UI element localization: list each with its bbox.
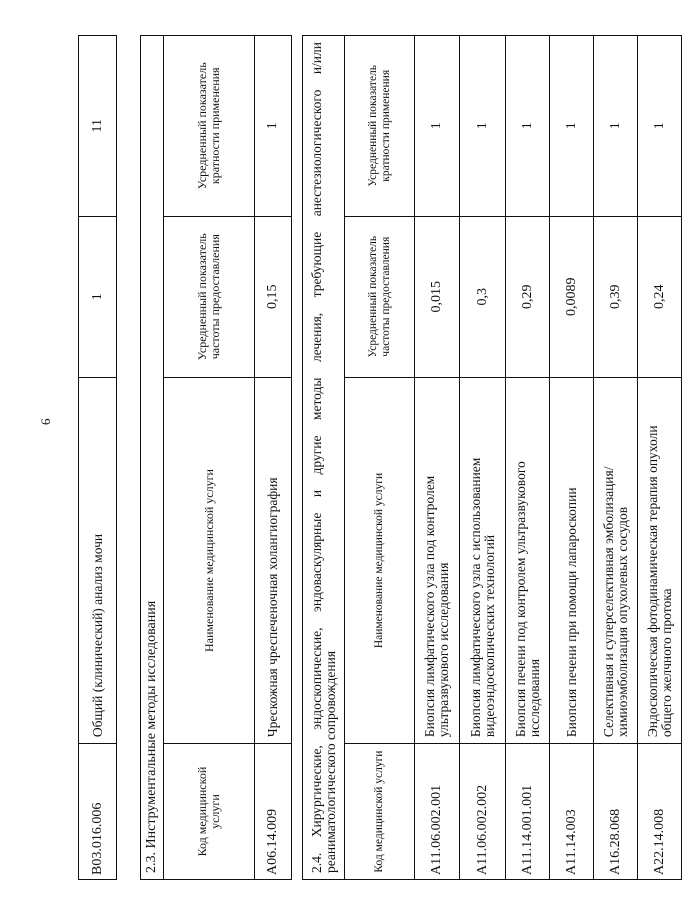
header-multiplicity: Усредненный показатель кратности применения xyxy=(345,36,415,217)
service-code: A11.06.002.001 xyxy=(415,744,460,880)
frequency-value: 0,0089 xyxy=(550,216,594,377)
table-row xyxy=(506,36,550,880)
section-title-row xyxy=(303,36,345,880)
header-row xyxy=(164,36,255,880)
header-row xyxy=(345,36,415,880)
service-code: A16.28.068 xyxy=(594,744,638,880)
service-name: Общий (клинический) анализ мочи xyxy=(79,377,117,743)
frequency-value: 0,24 xyxy=(638,216,682,377)
multiplicity-value: 1 xyxy=(415,36,460,217)
table-row xyxy=(79,36,117,880)
multiplicity-value: 1 xyxy=(594,36,638,217)
header-frequency: Усредненный показатель частоты предоставления xyxy=(164,216,255,377)
header-frequency: Усредненный показатель частоты предоставления xyxy=(345,216,415,377)
header-name: Наименование медицинской услуги xyxy=(345,377,415,743)
frequency-value: 0,15 xyxy=(255,216,292,377)
multiplicity-value: 1 xyxy=(460,36,506,217)
header-multiplicity: Усредненный показатель кратности применения xyxy=(164,36,255,217)
table-row xyxy=(460,36,506,880)
frequency-value: 0,39 xyxy=(594,216,638,377)
table-row xyxy=(594,36,638,880)
service-code: B03.016.006 xyxy=(79,744,117,880)
multiplicity-value: 11 xyxy=(79,36,117,217)
section-title-row xyxy=(141,36,164,880)
rotated-page-content xyxy=(78,35,674,880)
top-table xyxy=(78,35,117,880)
service-name: Биопсия печени при помощи лапароскопии xyxy=(550,377,594,743)
frequency-value: 0,29 xyxy=(506,216,550,377)
table-row xyxy=(638,36,682,880)
service-code: A06.14.009 xyxy=(255,744,292,880)
section-2-4-table xyxy=(302,35,682,880)
multiplicity-value: 1 xyxy=(255,36,292,217)
service-name: Эндоскопическая фотодинамическая терапия опухоли общего желчного протока xyxy=(638,377,682,743)
header-code: Код медицинской услуги xyxy=(345,744,415,880)
section-title: 2.3. Инструментальные методы исследования xyxy=(141,36,164,880)
service-code: A11.14.001.001 xyxy=(506,744,550,880)
service-name: Биопсия лимфатического узла с использованием видеоэндоскопических технологий xyxy=(460,377,506,743)
service-name: Биопсия лимфатического узла под контролем ультразвукового исследования xyxy=(415,377,460,743)
service-code: A11.14.003 xyxy=(550,744,594,880)
multiplicity-value: 1 xyxy=(550,36,594,217)
table-row xyxy=(255,36,292,880)
frequency-value: 0,015 xyxy=(415,216,460,377)
section-2-3-table xyxy=(140,35,292,880)
header-name: Наименование медицинской услуги xyxy=(164,377,255,743)
multiplicity-value: 1 xyxy=(638,36,682,217)
table-row xyxy=(550,36,594,880)
header-code: Код медицинской услуги xyxy=(164,744,255,880)
section-title: 2.4. Хирургические, эндоскопические, эндоваскулярные и другие методы лечения, требующие анестезиологического и/или реаниматологического сопровождения xyxy=(303,36,345,880)
service-name: Чрескожная чреспеченочная холангиография xyxy=(255,377,292,743)
frequency-value: 1 xyxy=(79,216,117,377)
multiplicity-value: 1 xyxy=(506,36,550,217)
frequency-value: 0,3 xyxy=(460,216,506,377)
service-code: A11.06.002.002 xyxy=(460,744,506,880)
table-row xyxy=(415,36,460,880)
service-code: A22.14.008 xyxy=(638,744,682,880)
service-name: Биопсия печени под контролем ультразвукового исследования xyxy=(506,377,550,743)
page-number: 6 xyxy=(38,418,53,425)
service-name: Селективная и суперселективная эмболизация/химиоэмболизация опухолевых сосудов xyxy=(594,377,638,743)
